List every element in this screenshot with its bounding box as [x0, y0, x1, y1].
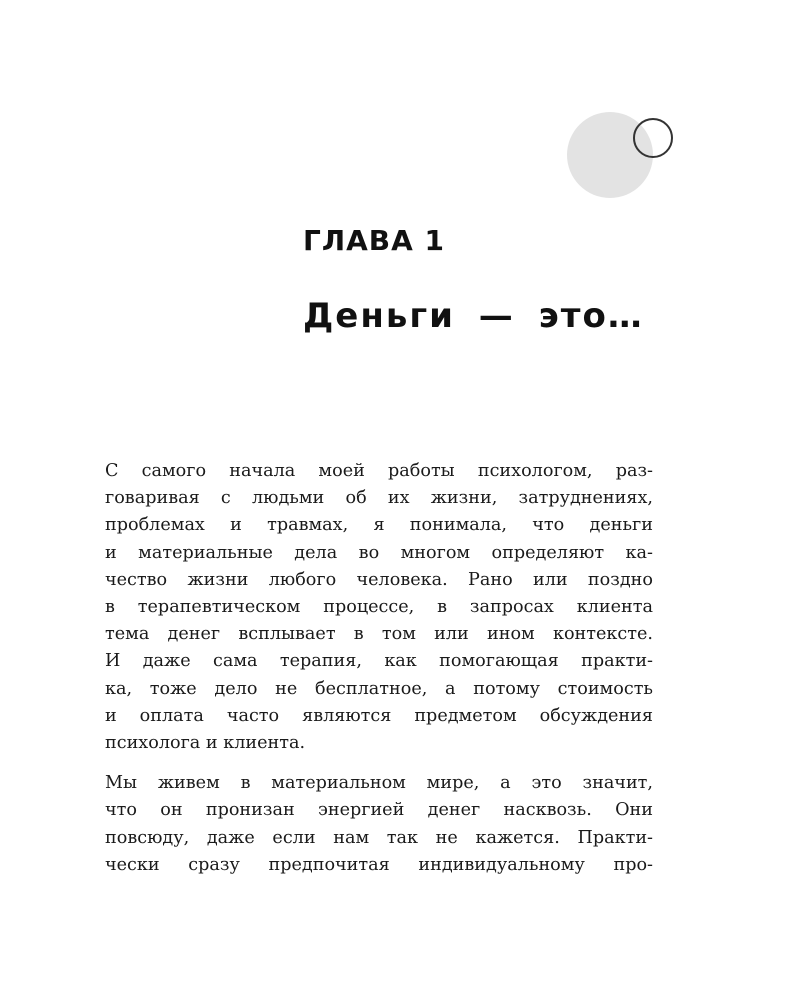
text-line: проблемах и травмах, я понимала, что деньги [105, 515, 653, 536]
chapter-title: Деньги — это… [303, 296, 644, 336]
text-line: ка, тоже дело не бесплатное, а потому стоимость [105, 678, 653, 699]
text-line: и материальные дела во многом определяют ка- [105, 542, 653, 563]
text-line: и оплата часто являются предметом обсуждения [105, 705, 653, 726]
text-line: в терапевтическом процессе, в запросах клиента [105, 597, 653, 618]
text-line: И даже сама терапия, как помогающая практи- [105, 651, 653, 672]
paragraph [105, 458, 653, 757]
body-text [105, 458, 653, 892]
text-line: Мы живем в материальном мире, а это значит, [105, 773, 653, 794]
text-line: тема денег всплывает в том или ином контексте. [105, 624, 653, 645]
text-line: чески сразу предпочитая индивидуальному про- [105, 854, 653, 875]
chapter-label: ГЛАВА 1 [303, 224, 446, 257]
decorative-outline-circle [634, 119, 672, 157]
text-line: психолога и клиента. [105, 733, 306, 754]
text-line: повсюду, даже если нам так не кажется. Практи- [105, 827, 653, 848]
text-line: С самого начала моей работы психологом, раз- [105, 461, 653, 481]
decorative-gray-circle [567, 112, 653, 198]
paragraph [105, 770, 653, 879]
text-line: говаривая с людьми об их жизни, затруднениях, [105, 488, 653, 509]
text-line: чество жизни любого человека. Рано или поздно [105, 569, 653, 590]
text-line: что он пронизан энергией денег насквозь. Они [105, 800, 653, 821]
